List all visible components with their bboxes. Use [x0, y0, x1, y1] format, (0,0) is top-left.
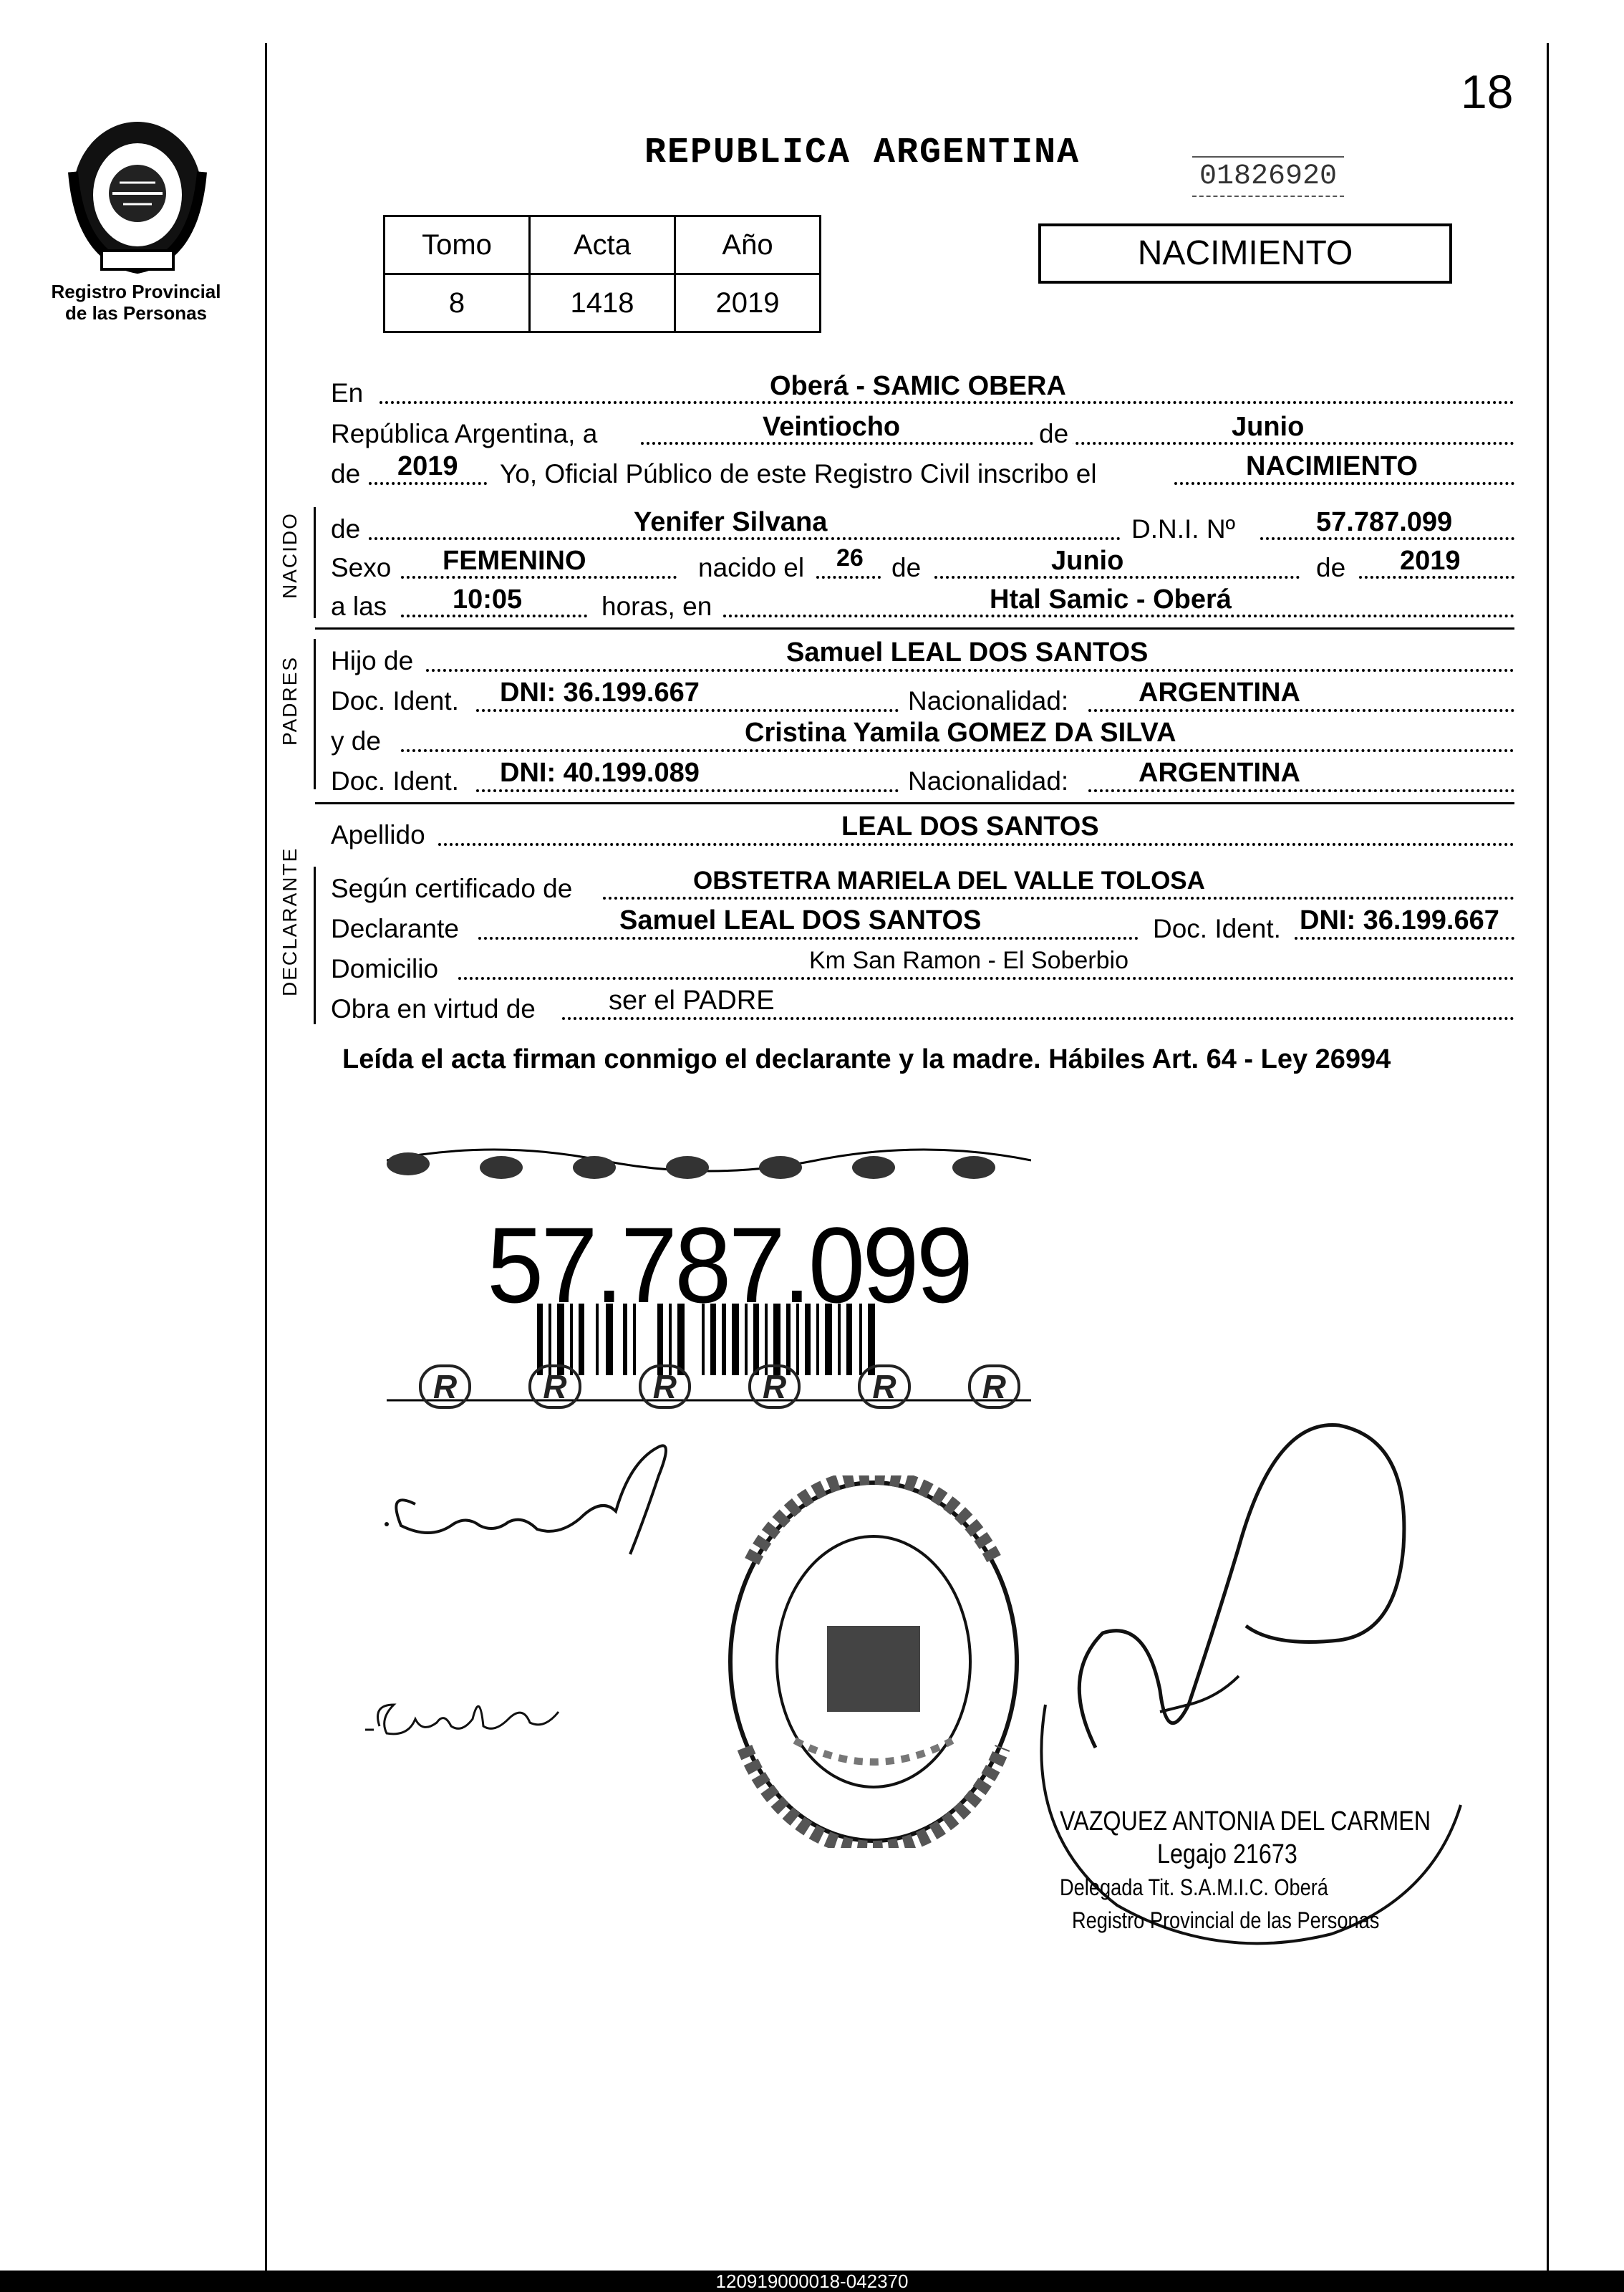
acta-value: 1418 [530, 274, 675, 332]
label-declarante: Declarante [331, 914, 459, 943]
dotted-line [1088, 789, 1514, 792]
document-type-box: NACIMIENTO [1038, 223, 1452, 284]
value-mes: Junio [1232, 412, 1305, 442]
value-nac-mes: Junio [1051, 546, 1124, 576]
label-nac-padre: Nacionalidad: [908, 686, 1069, 716]
tomo-value: 8 [385, 274, 530, 332]
anio-value: 2019 [675, 274, 821, 332]
label-y-de: y de [331, 726, 381, 756]
dotted-line [816, 576, 881, 579]
section-bracket [314, 507, 316, 618]
dotted-line [369, 482, 487, 485]
official-legajo: Legajo 21673 [1157, 1839, 1297, 1869]
label-de-nac-mes: de [891, 553, 922, 582]
r-mark: R [968, 1364, 1020, 1409]
label-de-nac-anio: de [1316, 553, 1346, 582]
dotted-line [603, 897, 1514, 900]
value-dia: Veintiocho [763, 412, 901, 442]
dotted-line [562, 1017, 1514, 1020]
dotted-line [458, 977, 1514, 980]
label-doc-declarante: Doc. Ident. [1153, 914, 1281, 943]
r-mark: R [639, 1364, 691, 1409]
closing-statement: Leída el acta firman conmigo el declarante y la madre. Hábiles Art. 64 - Ley 26994 [342, 1044, 1391, 1074]
value-sexo: FEMENINO [443, 546, 586, 576]
official-cargo: Delegada Tit. S.A.M.I.C. Oberá [1060, 1874, 1328, 1900]
dotted-line [1295, 937, 1514, 940]
section-bracket [314, 867, 316, 1024]
dotted-line [476, 709, 899, 712]
r-mark: R [419, 1364, 471, 1409]
mother-signature [358, 1662, 587, 1762]
page-number: 18 [1461, 65, 1514, 118]
dotted-line [476, 789, 899, 792]
dotted-line [426, 669, 1514, 672]
label-sexo: Sexo [331, 553, 392, 582]
value-nac-dia: 26 [836, 544, 864, 572]
official-name: VAZQUEZ ANTONIA DEL CARMEN [1060, 1806, 1431, 1836]
value-apellido: LEAL DOS SANTOS [841, 812, 1099, 842]
value-lugar: Oberá - SAMIC OBERA [770, 371, 1066, 401]
label-de-anio: de [331, 459, 361, 488]
label-obra: Obra en virtud de [331, 994, 536, 1024]
province-seal-logo [59, 115, 216, 279]
left-margin-line [265, 43, 267, 2271]
label-hijo-de: Hijo de [331, 646, 414, 675]
dotted-line [401, 749, 1514, 752]
side-label-nacido: NACIDO [279, 512, 301, 599]
value-nac-anio: 2019 [1400, 546, 1461, 576]
value-hora: 10:05 [453, 584, 523, 615]
value-anio: 2019 [397, 451, 458, 481]
label-de-nombre: de [331, 514, 361, 544]
label-doc-padre: Doc. Ident. [331, 686, 459, 716]
value-obra: ser el PADRE [609, 986, 775, 1016]
label-dni: D.N.I. Nº [1131, 514, 1236, 544]
right-margin-line [1547, 43, 1549, 2271]
r-mark: R [858, 1364, 910, 1409]
label-horas-en: horas, en [601, 592, 712, 621]
value-certificado: OBSTETRA MARIELA DEL VALLE TOLOSA [693, 867, 1205, 895]
r-mark: R [748, 1364, 801, 1409]
anio-header: Año [675, 216, 821, 274]
father-signature [372, 1432, 716, 1576]
dotted-line [478, 937, 1139, 940]
label-domicilio: Domicilio [331, 954, 439, 983]
r-mark: R [528, 1364, 581, 1409]
document-title: REPUBLICA ARGENTINA [644, 133, 1081, 173]
tomo-header: Tomo [385, 216, 530, 274]
footer-code: 120919000018-042370 [0, 2271, 1624, 2292]
value-lugar-nac: Htal Samic - Oberá [990, 584, 1232, 615]
value-padre-nac: ARGENTINA [1139, 678, 1300, 708]
value-madre-doc: DNI: 40.199.089 [500, 758, 700, 788]
value-acto: NACIMIENTO [1246, 451, 1418, 481]
side-label-declarante: DECLARANTE [279, 847, 301, 996]
value-declarante-doc: DNI: 36.199.667 [1300, 905, 1499, 935]
value-dni: 57.787.099 [1316, 507, 1453, 537]
value-padre: Samuel LEAL DOS SANTOS [786, 637, 1149, 668]
dotted-line [438, 843, 1514, 846]
value-declarante: Samuel LEAL DOS SANTOS [619, 905, 982, 935]
section-divider [315, 627, 1514, 630]
dotted-line [1174, 482, 1514, 485]
label-yo: Yo, Oficial Público de este Registro Civil inscribo el [500, 459, 1097, 488]
label-republica: República Argentina, a [331, 419, 598, 448]
label-nacido-el: nacido el [698, 553, 805, 582]
official-stamp [1060, 1805, 1431, 1937]
side-label-padres: PADRES [279, 655, 301, 746]
section-bracket [314, 639, 316, 789]
delegation-seal [723, 1475, 1024, 1848]
value-domicilio: Km San Ramon - El Soberbio [809, 947, 1128, 974]
dotted-line [1088, 709, 1514, 712]
label-doc-madre: Doc. Ident. [331, 766, 459, 796]
acta-header: Acta [530, 216, 675, 274]
value-padre-doc: DNI: 36.199.667 [500, 678, 700, 708]
label-nac-madre: Nacionalidad: [908, 766, 1069, 796]
label-segun: Según certificado de [331, 874, 573, 903]
registry-line1: Registro Provincial [51, 281, 221, 302]
section-divider [315, 802, 1514, 804]
label-apellido: Apellido [331, 820, 425, 849]
dni-sticker-number: 57.787.099 [487, 1205, 971, 1325]
registry-name [29, 281, 243, 324]
value-madre-nac: ARGENTINA [1139, 758, 1300, 788]
value-madre: Cristina Yamila GOMEZ DA SILVA [745, 718, 1176, 748]
tomo-acta-anio-table [383, 215, 821, 333]
official-registro: Registro Provincial de las Personas [1072, 1907, 1380, 1933]
value-nombre: Yenifer Silvana [634, 507, 828, 537]
label-a-las: a las [331, 592, 387, 621]
serial-number: 01826920 [1192, 156, 1344, 197]
label-de-mes: de [1035, 419, 1073, 449]
label-en: En [331, 378, 364, 408]
sticker-r-marks [419, 1364, 1020, 1409]
registry-line2: de las Personas [65, 302, 207, 324]
